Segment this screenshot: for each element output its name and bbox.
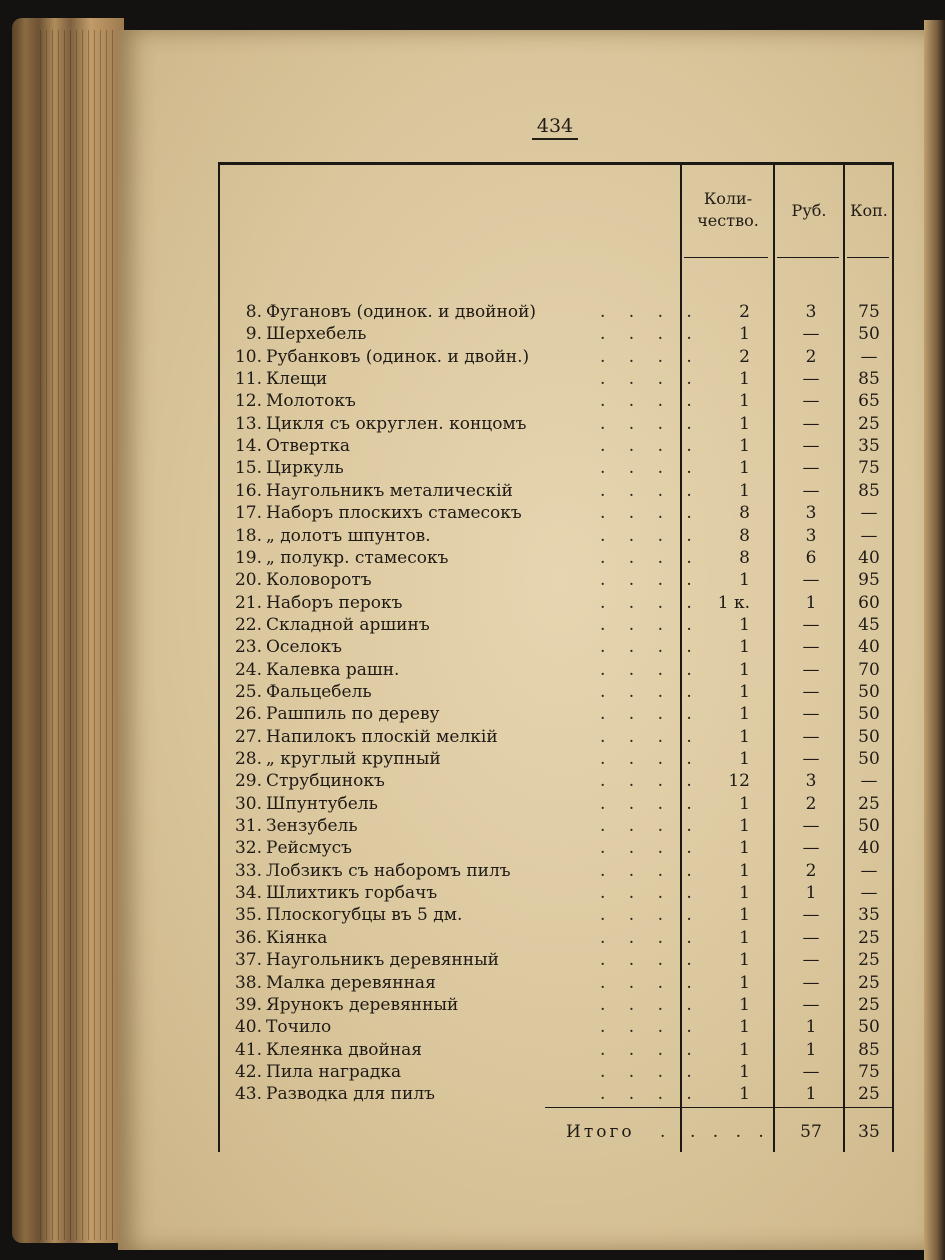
item-name: Точило (266, 1017, 332, 1037)
item-quantity: 2 (739, 347, 750, 367)
leader-dots: . . . . (600, 302, 701, 322)
item-quantity: 1 (739, 637, 750, 657)
table-top-rule (218, 162, 893, 165)
item-name: Шерхебель (266, 324, 367, 344)
item-quantity: 1 (739, 749, 750, 769)
item-quantity: 1 (739, 794, 750, 814)
row-number: 29. (234, 771, 262, 791)
item-kop: 25 (858, 414, 880, 434)
item-quantity: 1 (739, 391, 750, 411)
item-rub: 2 (805, 861, 817, 881)
item-kop: 50 (858, 1017, 880, 1037)
item-kop: 70 (858, 660, 880, 680)
item-name: Рашпиль по дереву (266, 704, 440, 724)
total-kop: 35 (858, 1122, 880, 1142)
row-number: 20. (234, 570, 262, 590)
leader-dots: . . . . (600, 414, 701, 434)
row-number: 12. (234, 391, 262, 411)
row-number: 31. (234, 816, 262, 836)
item-rub: 1 (805, 593, 817, 613)
total-label: Итого (566, 1122, 635, 1142)
leader-dots: . . . . (600, 526, 701, 546)
leader-dots: . . . . (600, 391, 701, 411)
item-rub: — (802, 458, 820, 478)
header-kop: Коп. (850, 201, 888, 220)
item-name: Кіянка (266, 928, 328, 948)
page-edge-texture (40, 30, 125, 1240)
item-kop: 85 (858, 369, 880, 389)
item-quantity: 1 (739, 682, 750, 702)
leader-dots: . . . . (600, 637, 701, 657)
item-rub: 1 (805, 1040, 817, 1060)
item-name: Лобзикъ съ наборомъ пилъ (266, 861, 511, 881)
row-number: 17. (234, 503, 262, 523)
row-number: 21. (234, 593, 262, 613)
item-rub: — (802, 324, 820, 344)
leader-dots: . . . . (600, 883, 701, 903)
item-kop: 40 (858, 548, 880, 568)
item-name: Складной аршинъ (266, 615, 430, 635)
item-quantity: 1 (739, 973, 750, 993)
item-rub: — (802, 369, 820, 389)
item-rub: — (802, 1062, 820, 1082)
item-name: Ярунокъ деревянный (266, 995, 459, 1015)
item-kop: 65 (858, 391, 880, 411)
row-number: 22. (234, 615, 262, 635)
item-quantity: 1 (739, 838, 750, 858)
total-dots: . . . . (690, 1122, 770, 1142)
leader-dots: . . . . (600, 950, 701, 970)
item-kop: 50 (858, 727, 880, 747)
item-kop: 60 (858, 593, 880, 613)
item-quantity: 1 (739, 704, 750, 724)
item-quantity: 1 (739, 1062, 750, 1082)
item-quantity: 1 (739, 1040, 750, 1060)
item-name: Наборъ перокъ (266, 593, 403, 613)
header-rub: Руб. (791, 201, 827, 220)
item-quantity: 1 (739, 660, 750, 680)
item-name: Молотокъ (266, 391, 356, 411)
leader-dots: . . . . (600, 704, 701, 724)
item-name: „ долотъ шпунтов. (266, 526, 431, 546)
leader-dots: . . . . (600, 905, 701, 925)
row-number: 41. (234, 1040, 262, 1060)
item-name: Коловоротъ (266, 570, 372, 590)
leader-dots: . . . . (600, 503, 701, 523)
header-quantity-line1: Коли- (703, 189, 753, 208)
row-number: 10. (234, 347, 262, 367)
header-quantity-line2: чество. (697, 211, 759, 230)
item-rub: — (802, 436, 820, 456)
leader-dots: . . . . (600, 1084, 701, 1104)
item-name: „ полукр. стамесокъ (266, 548, 449, 568)
leader-dots: . . . . (600, 838, 701, 858)
leader-dots: . . . . (600, 436, 701, 456)
leader-dots: . . . . (600, 660, 701, 680)
row-number: 23. (234, 637, 262, 657)
item-quantity: 1 (739, 324, 750, 344)
item-name: Малка деревянная (266, 973, 436, 993)
item-name: Калевка рашн. (266, 660, 400, 680)
item-quantity: 1 (739, 458, 750, 478)
item-kop: 25 (858, 973, 880, 993)
row-number: 14. (234, 436, 262, 456)
item-name: Струбцинокъ (266, 771, 385, 791)
row-number: 26. (234, 704, 262, 724)
book-spine-edge (924, 20, 945, 1260)
item-name: Шлихтикъ горбачъ (266, 883, 438, 903)
page-number: 434 (532, 114, 578, 140)
item-rub: — (802, 391, 820, 411)
leader-dots: . . . . (600, 995, 701, 1015)
item-rub: 2 (805, 347, 817, 367)
item-name: Оселокъ (266, 637, 342, 657)
item-kop: — (860, 861, 878, 881)
row-number: 32. (234, 838, 262, 858)
leader-dots: . . . . (600, 1017, 701, 1037)
item-kop: — (860, 503, 878, 523)
item-name: Напилокъ плоскій мелкій (266, 727, 498, 747)
item-quantity: 8 (739, 503, 750, 523)
leader-dots: . . . . (600, 481, 701, 501)
row-number: 34. (234, 883, 262, 903)
item-name: Клеянка двойная (266, 1040, 423, 1060)
leader-dots: . . . . (600, 1062, 701, 1082)
item-name: Плоскогубцы въ 5 дм. (266, 905, 463, 925)
item-rub: — (802, 682, 820, 702)
item-rub: — (802, 481, 820, 501)
leader-dots: . . . . (600, 727, 701, 747)
row-number: 37. (234, 950, 262, 970)
item-quantity: 1 (739, 950, 750, 970)
item-rub: — (802, 570, 820, 590)
leader-dots: . . . . (600, 973, 701, 993)
item-name: „ круглый крупный (266, 749, 441, 769)
item-kop: 25 (858, 794, 880, 814)
row-number: 27. (234, 727, 262, 747)
item-rub: — (802, 928, 820, 948)
item-name: Шпунтубель (266, 794, 378, 814)
item-kop: 25 (858, 995, 880, 1015)
item-name: Наугольникъ металическій (266, 481, 513, 501)
item-quantity: 8 (739, 526, 750, 546)
item-kop: 50 (858, 749, 880, 769)
header-underline-qty (684, 257, 768, 258)
leader-dots: . . . . (600, 771, 701, 791)
row-number: 39. (234, 995, 262, 1015)
item-kop: — (860, 526, 878, 546)
item-quantity: 1 (739, 1084, 750, 1104)
item-quantity: 8 (739, 548, 750, 568)
header-quantity (684, 188, 772, 232)
item-quantity: 1 (739, 1017, 750, 1037)
item-kop: 40 (858, 838, 880, 858)
item-rub: 3 (805, 503, 817, 523)
item-quantity: 1 (739, 727, 750, 747)
row-number: 25. (234, 682, 262, 702)
row-number: 8. (245, 302, 262, 322)
item-kop: — (860, 883, 878, 903)
item-kop: 85 (858, 481, 880, 501)
item-rub: 3 (805, 526, 817, 546)
item-quantity: 1 (739, 861, 750, 881)
item-kop: 25 (858, 950, 880, 970)
item-quantity: 1 (739, 570, 750, 590)
item-rub: — (802, 995, 820, 1015)
item-kop: 75 (858, 458, 880, 478)
item-rub: 3 (805, 302, 817, 322)
item-rub: 6 (805, 548, 817, 568)
leader-dots: . . . . (600, 615, 701, 635)
leader-dots: . . . . (600, 749, 701, 769)
item-kop: 75 (858, 302, 880, 322)
item-kop: 85 (858, 1040, 880, 1060)
item-kop: 35 (858, 436, 880, 456)
item-kop: — (860, 771, 878, 791)
item-rub: — (802, 727, 820, 747)
row-number: 19. (234, 548, 262, 568)
row-number: 43. (234, 1084, 262, 1104)
item-name: Разводка для пилъ (266, 1084, 435, 1104)
item-quantity: 1 (739, 905, 750, 925)
column-rule-kop (843, 162, 845, 1152)
item-name: Зензубель (266, 816, 358, 836)
item-rub: — (802, 414, 820, 434)
row-number: 13. (234, 414, 262, 434)
table-right-rule (892, 162, 894, 1152)
item-rub: — (802, 749, 820, 769)
item-rub: — (802, 838, 820, 858)
item-rub: 1 (805, 883, 817, 903)
item-rub: 1 (805, 1084, 817, 1104)
row-number: 11. (234, 369, 262, 389)
item-quantity: 1 (739, 615, 750, 635)
leader-dots: . . . . (600, 593, 701, 613)
item-name: Цикля съ округлен. концомъ (266, 414, 527, 434)
row-number: 9. (245, 324, 262, 344)
row-number: 36. (234, 928, 262, 948)
row-number: 40. (234, 1017, 262, 1037)
row-number: 18. (234, 526, 262, 546)
item-name: Циркуль (266, 458, 344, 478)
item-kop: 40 (858, 637, 880, 657)
item-rub: — (802, 637, 820, 657)
leader-dots: . . . . (600, 369, 701, 389)
item-kop: 25 (858, 928, 880, 948)
item-rub: — (802, 704, 820, 724)
item-rub: — (802, 816, 820, 836)
row-number: 24. (234, 660, 262, 680)
item-kop: 50 (858, 816, 880, 836)
item-kop: — (860, 347, 878, 367)
item-quantity: 2 (739, 302, 750, 322)
item-quantity: 1 (739, 995, 750, 1015)
item-name: Отвертка (266, 436, 351, 456)
item-quantity: 1 (739, 369, 750, 389)
total-label-dot: . (660, 1122, 675, 1142)
item-rub: — (802, 660, 820, 680)
item-quantity: 1 (739, 928, 750, 948)
row-number: 28. (234, 749, 262, 769)
item-rub: 3 (805, 771, 817, 791)
item-name: Наугольникъ деревянный (266, 950, 499, 970)
leader-dots: . . . . (600, 1040, 701, 1060)
leader-dots: . . . . (600, 794, 701, 814)
item-kop: 95 (858, 570, 880, 590)
row-number: 35. (234, 905, 262, 925)
item-quantity: 1 к. (717, 593, 750, 613)
item-quantity: 1 (739, 414, 750, 434)
item-rub: — (802, 905, 820, 925)
total-top-rule (545, 1107, 893, 1108)
total-rub: 57 (800, 1122, 822, 1142)
row-number: 38. (234, 973, 262, 993)
item-rub: — (802, 973, 820, 993)
item-rub: 2 (805, 794, 817, 814)
leader-dots: . . . . (600, 458, 701, 478)
row-number: 42. (234, 1062, 262, 1082)
row-number: 30. (234, 794, 262, 814)
header-underline-kop (847, 257, 889, 258)
item-quantity: 1 (739, 481, 750, 501)
leader-dots: . . . . (600, 347, 701, 367)
item-name: Фальцебель (266, 682, 372, 702)
leader-dots: . . . . (600, 816, 701, 836)
item-kop: 50 (858, 324, 880, 344)
item-name: Клещи (266, 369, 328, 389)
item-kop: 50 (858, 682, 880, 702)
item-quantity: 1 (739, 883, 750, 903)
leader-dots: . . . . (600, 928, 701, 948)
item-kop: 35 (858, 905, 880, 925)
header-underline-rub (777, 257, 839, 258)
item-rub: — (802, 950, 820, 970)
leader-dots: . . . . (600, 682, 701, 702)
item-quantity: 12 (728, 771, 750, 791)
leader-dots: . . . . (600, 861, 701, 881)
leader-dots: . . . . (600, 324, 701, 344)
row-number: 33. (234, 861, 262, 881)
leader-dots: . . . . (600, 548, 701, 568)
row-number: 16. (234, 481, 262, 501)
item-name: Рейсмусъ (266, 838, 352, 858)
item-name: Фугановъ (одинок. и двойной) (266, 302, 537, 322)
item-kop: 75 (858, 1062, 880, 1082)
item-quantity: 1 (739, 816, 750, 836)
item-rub: — (802, 615, 820, 635)
item-quantity: 1 (739, 436, 750, 456)
item-kop: 45 (858, 615, 880, 635)
leader-dots: . . . . (600, 570, 701, 590)
item-kop: 25 (858, 1084, 880, 1104)
item-name: Рубанковъ (одинок. и двойн.) (266, 347, 530, 367)
item-rub: 1 (805, 1017, 817, 1037)
item-kop: 50 (858, 704, 880, 724)
column-rule-rub (773, 162, 775, 1152)
row-number: 15. (234, 458, 262, 478)
item-name: Пила наградка (266, 1062, 402, 1082)
item-name: Наборъ плоскихъ стамесокъ (266, 503, 522, 523)
